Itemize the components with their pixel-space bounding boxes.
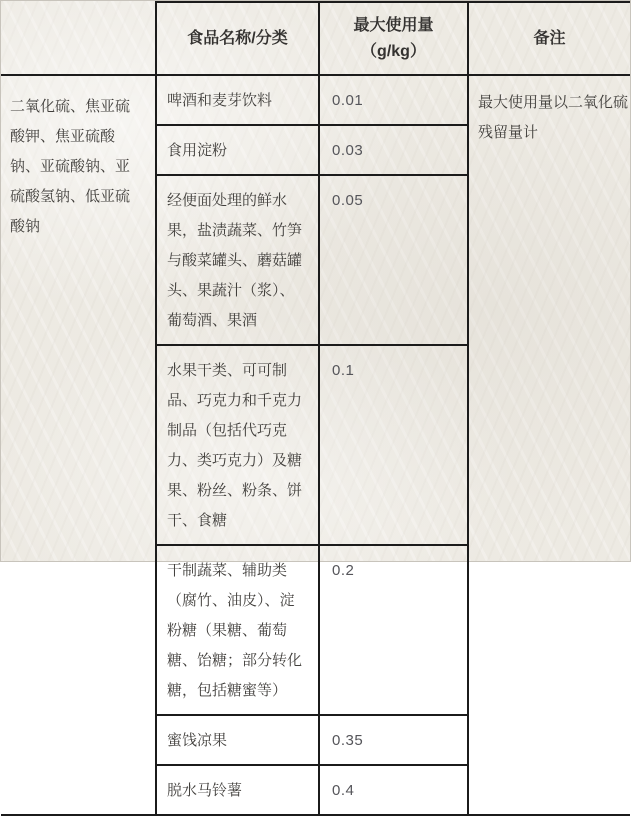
col-header-food-name: 食品名称/分类 bbox=[156, 2, 319, 75]
food-cell: 水果干类、可可制品、巧克力和千克力制品（包括代巧克力、类巧克力）及糖果、粉丝、粉条、饼干、食糖 bbox=[156, 345, 319, 545]
usage-cell: 0.2 bbox=[319, 545, 468, 715]
usage-cell: 0.4 bbox=[319, 765, 468, 815]
table-row bbox=[1, 75, 630, 125]
corner-empty-cell bbox=[1, 2, 156, 75]
header-row bbox=[1, 2, 630, 75]
food-cell: 啤酒和麦芽饮料 bbox=[156, 75, 319, 125]
substance-group-cell: 二氧化硫、焦亚硫酸钾、焦亚硫酸钠、亚硫酸钠、亚硫酸氢钠、低亚硫酸钠 bbox=[1, 75, 156, 815]
remarks-cell: 最大使用量以二氧化硫残留量计 bbox=[468, 75, 630, 815]
food-cell: 蜜饯凉果 bbox=[156, 715, 319, 765]
usage-cell: 0.05 bbox=[319, 175, 468, 345]
food-cell: 经便面处理的鲜水果，盐渍蔬菜、竹笋与酸菜罐头、蘑菇罐头、果蔬汁（浆）、葡萄酒、果酒 bbox=[156, 175, 319, 345]
food-cell: 食用淀粉 bbox=[156, 125, 319, 175]
additive-limits-table bbox=[1, 1, 630, 816]
col-header-remarks: 备注 bbox=[468, 2, 630, 75]
col-header-max-usage: 最大使用量（g/kg） bbox=[319, 2, 468, 75]
food-cell: 脱水马铃薯 bbox=[156, 765, 319, 815]
food-cell: 干制蔬菜、辅助类（腐竹、油皮）、淀粉糖（果糖、葡萄糖、饴糖；部分转化糖，包括糖蜜等） bbox=[156, 545, 319, 715]
usage-cell: 0.01 bbox=[319, 75, 468, 125]
usage-cell: 0.03 bbox=[319, 125, 468, 175]
usage-cell: 0.1 bbox=[319, 345, 468, 545]
usage-cell: 0.35 bbox=[319, 715, 468, 765]
